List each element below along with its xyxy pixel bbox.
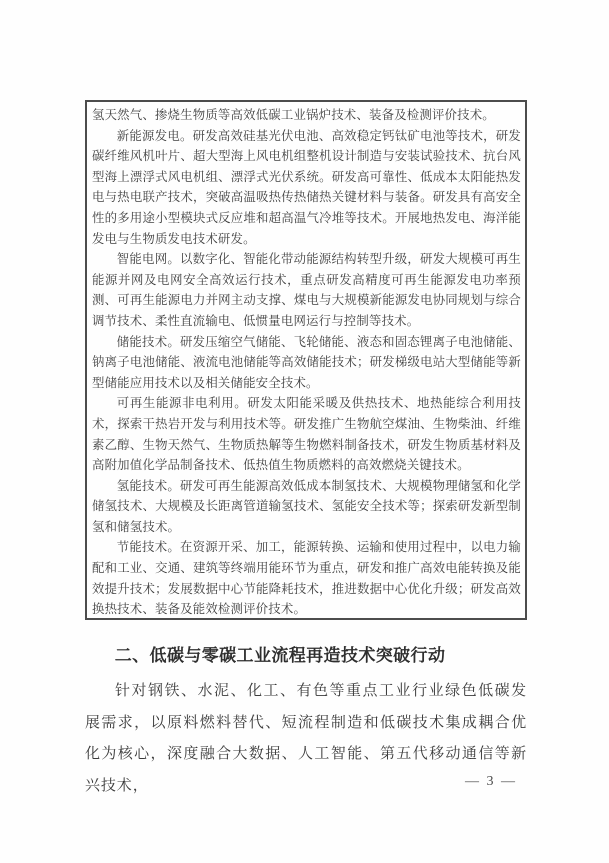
box-paragraph: 氢能技术。研发可再生能源高效低成本制氢技术、大规模物理储氢和化学储氢技术、大规模及长距离管道输氢技术、氢能安全技术等；探索研发新型制氢和储氢技术。 bbox=[92, 478, 521, 534]
box-paragraph: 储能技术。研发压缩空气储能、飞轮储能、液态和固态锂离子电池储能、钠离子电池储能、液流电池储能等高效储能技术；研发梯级电站大型储能等新型储能应用技术以及相关储能安全技术。 bbox=[92, 334, 521, 390]
section-heading: 二、低碳与零碳工业流程再造技术突破行动 bbox=[114, 646, 446, 665]
box-paragraph: 智能电网。以数字化、智能化带动能源结构转型升级，研发大规模可再生能源并网及电网安全高效运行技术，重点研发高精度可再生能源发电功率预测、可再生能源电力并网主动支撑、煤电与大规模新能源发电协同规划与综合调节技术、柔性直流输电、低惯量电网运行与控制等技术。 bbox=[92, 252, 521, 328]
boxed-text-area bbox=[85, 100, 527, 620]
box-paragraph: 节能技术。在资源开采、加工，能源转换、运输和使用过程中，以电力输配和工业、交通、建筑等终端用能环节为重点，研发和推广高效电能转换及能效提升技术；发展数据中心节能降耗技术，推进数据中心优化升级；研发高效换热技术、装备及能效检测评价技术。 bbox=[92, 540, 521, 617]
section-paragraph: 针对钢铁、水泥、化工、有色等重点工业行业绿色低碳发展需求，以原料燃料替代、短流程制造和低碳技术集成耦合优化为核心，深度融合大数据、人工智能、第五代移动通信等新兴技术， bbox=[85, 683, 527, 794]
box-paragraph: 可再生能源非电利用。研发太阳能采暖及供热技术、地热能综合利用技术，探索干热岩开发与利用技术等。研发推广生物航空煤油、生物柴油、纤维素乙醇、生物天然气、生物质热解等生物燃料制备技术，研发生物质基材料及高附加值化学品制备技术、低热值生物质燃料的高效燃烧关键技术。 bbox=[92, 396, 521, 473]
box-paragraph: 新能源发电。研发高效硅基光伏电池、高效稳定钙钛矿电池等技术，研发碳纤维风机叶片、超大型海上风电机组整机设计制造与安装试验技术、抗台风型海上漂浮式风电机组、漂浮式光伏系统。研发高可靠性、低成本太阳能热发电与热电联产技术，突破高温吸热传热储热关键材料与装备。研发具有高安全性的多用途小型模块式反应堆和超高温气冷堆等技术。开展地热发电、海洋能发电与生物质发电技术研发。 bbox=[92, 128, 521, 246]
section-body bbox=[85, 676, 527, 802]
page-number: — 3 — bbox=[465, 774, 517, 789]
box-paragraph: 氢天然气、掺烧生物质等高效低碳工业锅炉技术、装备及检测评价技术。 bbox=[92, 108, 495, 122]
